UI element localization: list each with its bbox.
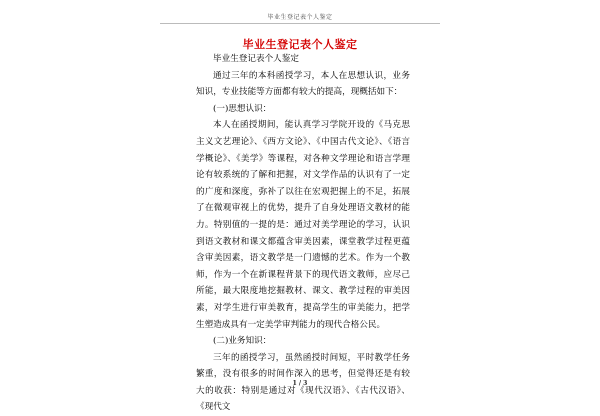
running-header: 毕业生登记表个人鉴定 — [267, 14, 333, 21]
page-number: 1 / 3 — [292, 380, 308, 387]
document-title: 毕业生登记表个人鉴定 — [242, 38, 358, 51]
document-body — [196, 51, 410, 416]
section-text-professional: 三年的函授学习，虽然函授时间短，平时教学任务繁重，没有很多的时间作深入的思考，但觉得还是有较大的收获：特别是通过对《现代汉语》、《古代汉语》、《现代文 — [196, 352, 410, 413]
intro-paragraph: 通过三年的本科函授学习，本人在思想认识，业务知识，专业技能等方面都有较大的提高，现概括如下： — [196, 70, 410, 98]
section-heading-professional: (二)业务知识： — [213, 336, 272, 347]
section-text-thought: 本人在函授期间，能认真学习学院开设的《马克思主义文艺理论》、《西方文论》、《中国古代文论》、《语言学概论》、《美学》等课程，对各种文学理论和语言学理论有较系统的了解和把握，对文学作品的认识有了一定的广度和深度，弥补了以往在宏观把握上的不足，拓展了在微观审视上的优势，提升了自身处理语文教材的能力。特别值的一提的是：通过对美学理论的学习，认识到语文教材和课文都蕴含审美因素，课堂教学过程更蕴含审美因素，语文教学是一门遗憾的艺术。作为一个教师，作为一个在新课程背景下的现代语文教师，应尽己所能，最大限度地挖掘教材、课文、教学过程的审美因素，对学生进行审美教育，提高学生的审美能力，把学生塑造成具有一定美学审判能力的现代合格公民。 — [196, 120, 410, 330]
document-subtitle: 毕业生登记表个人鉴定 — [213, 54, 299, 64]
header-divider — [160, 23, 440, 24]
section-heading-thought: (一)思想认识： — [213, 103, 272, 114]
